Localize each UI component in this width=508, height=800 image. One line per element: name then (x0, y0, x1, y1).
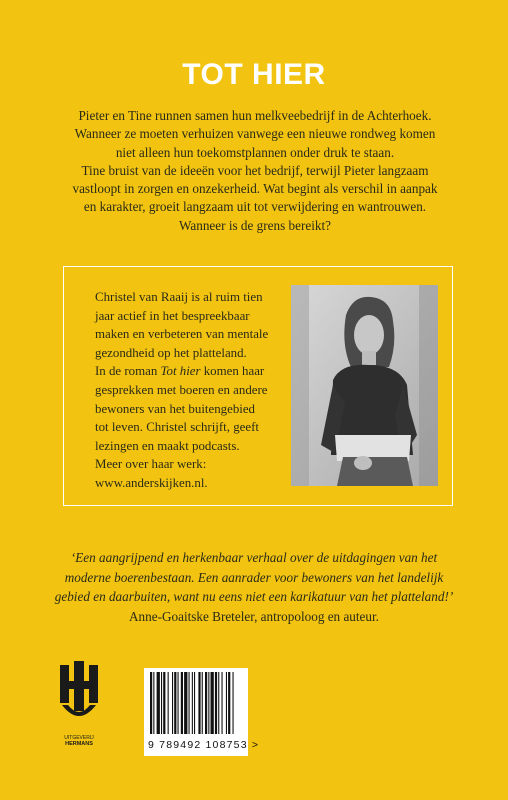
bio-line: maken en verbeteren van mentale (95, 327, 269, 342)
blurb-line: Wanneer ze moeten verhuizen vanwege een nieuwe rondweg komen (74, 126, 436, 142)
bio-text: komen haar (200, 364, 265, 379)
quote-line: gebied en daarbuiten, want nu eens niet een karikatuur van het platteland!’ (54, 589, 454, 604)
bio-line: jaar actief in het bespreekbaar (95, 308, 250, 323)
bio-line: gesprekken met boeren en andere (95, 382, 268, 397)
bio-line: bewoners van het buitengebied (95, 401, 256, 416)
blurb-line: Tine bruist van de ideeën voor het bedrijf, terwijl Pieter langzaam (81, 162, 429, 178)
blurb-line: vastloopt in zorgen en onzekerheid. Wat begint als verschil in aanpak (72, 181, 438, 197)
barcode-icon (144, 668, 248, 738)
author-portrait-image (291, 285, 438, 486)
bio-book-title: Tot hier (160, 364, 201, 379)
bio-line (95, 362, 290, 381)
publisher-name (52, 735, 106, 747)
author-photo (291, 285, 438, 486)
publisher-line1: UITGEVERIJ (64, 735, 94, 741)
bio-line: tot leven. Christel schrijft, geeft (95, 420, 259, 435)
blurb-line: niet alleen hun toekomstplannen onder druk te staan. (115, 144, 395, 160)
isbn-digits: 9 789492 108753 > (148, 739, 260, 751)
bio-website: www.anderskijken.nl. (95, 475, 208, 490)
quote-line: moderne boerenbestaan. Een aanrader voor bewoners van het landelijk (64, 569, 444, 585)
bio-line: gezondheid op het platteland. (95, 345, 247, 360)
quote-line: ‘Een aangrijpend en herkenbaar verhaal over de uitdagingen van het (70, 550, 438, 565)
bio-text: In de roman (95, 364, 161, 379)
publisher-logo-icon (58, 661, 100, 727)
blurb-line: Wanneer is de grens bereikt? (179, 217, 331, 233)
quote-attribution: Anne-Goaitske Breteler, antropoloog en auteur. (129, 608, 379, 624)
bio-line: Meer over haar werk: (95, 457, 207, 472)
blurb-line: en karakter, groeit langzaam uit tot verwijdering en wantrouwen. (83, 199, 427, 215)
publisher-line2: HERMANS (65, 741, 93, 747)
book-title: TOT HIER (182, 58, 326, 91)
blurb-line: Pieter en Tine runnen samen hun melkveebedrijf in de Achterhoek. (78, 108, 432, 123)
blurb (60, 107, 450, 235)
review-quote (40, 548, 468, 626)
bio-line: lezingen en maakt podcasts. (95, 438, 240, 453)
bio-line: Christel van Raaij is al ruim tien (95, 290, 263, 304)
author-bio (95, 288, 290, 493)
